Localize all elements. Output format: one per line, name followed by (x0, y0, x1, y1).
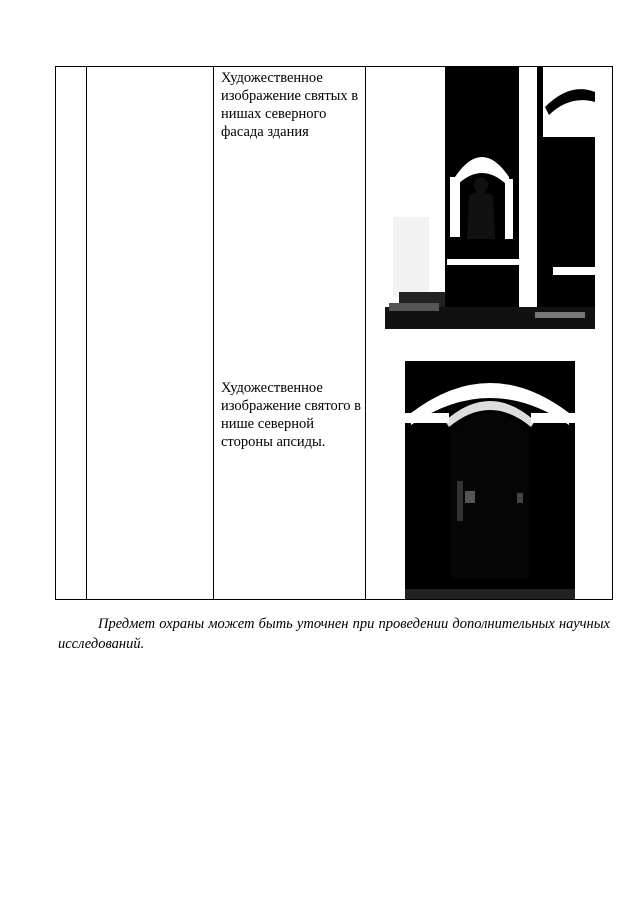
table-column-divider (86, 67, 87, 599)
apse-niche-photo (405, 361, 575, 599)
row-2-description: Художественное изображение святого в нише северной стороны апсиды. (221, 380, 362, 450)
table-column-divider (213, 67, 214, 599)
protection-items-table (55, 66, 613, 600)
footnote: Предмет охраны может быть уточнен при проведении дополнительных научных исследований. (58, 616, 610, 652)
row-1-description: Художественное изображение святых в нишах северного фасада здания (221, 70, 359, 140)
facade-niches-photo (385, 67, 595, 329)
table-column-divider (365, 67, 366, 599)
facade-niches-image (385, 67, 595, 329)
apse-niche-image (405, 361, 575, 599)
